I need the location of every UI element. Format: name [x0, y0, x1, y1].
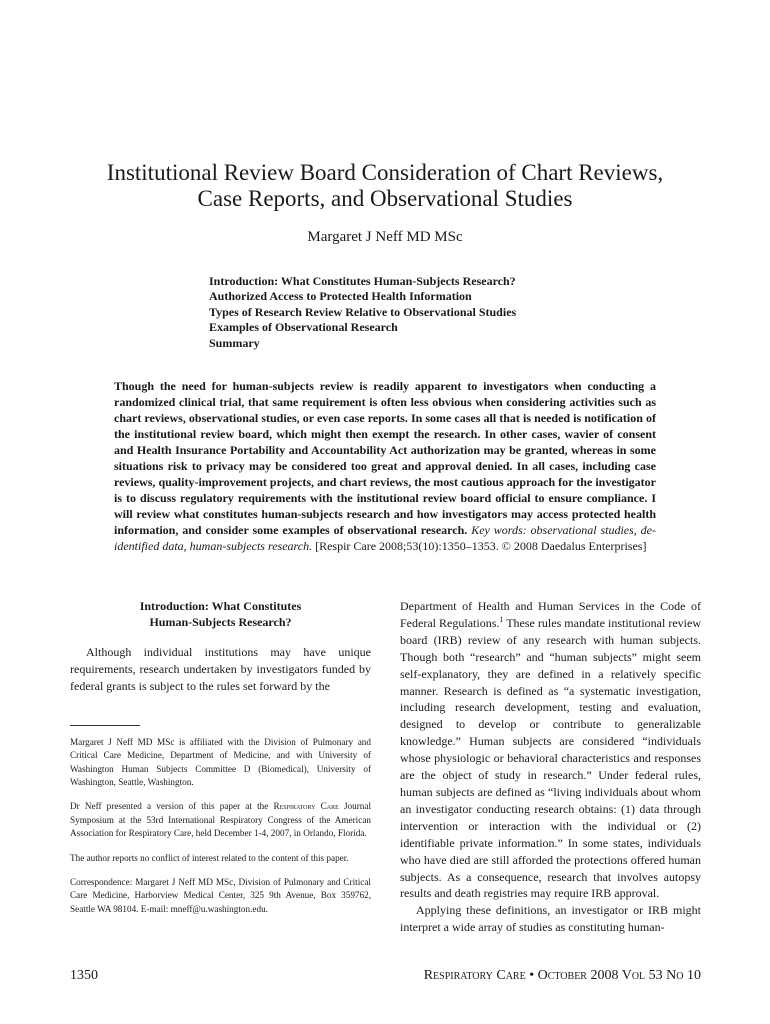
footnote-correspondence: Correspondence: Margaret J Neff MD MSc, Division of Pulmonary and Critical Care Medicine, Harborview Medical Center, 325 9th Avenue, Box 359762, Seattle WA 98104. E-mail: mneff@u.washington.edu. — [70, 876, 371, 914]
body-text-segment: Department of Health and Human Services in the Code of Federal Regulations. — [400, 599, 701, 630]
toc-item: Types of Research Review Relative to Observational Studies — [209, 304, 517, 319]
toc-item: Authorized Access to Protected Health Information — [209, 289, 472, 304]
footnote-conflict: The author reports no conflict of interest related to the content of this paper. — [70, 852, 349, 863]
footnote-presentation-text-cont: Journal Symposium at the 53rd International Respiratory Congress of the American Association for Respiratory Care, held December 1-4, 2007, in Orlando, Florida. — [70, 801, 372, 839]
abstract-keywords: Key words: observational studies, de-identified data, human-subjects research. — [114, 523, 657, 553]
section-heading-line-2: Human-Subjects Research? — [149, 615, 292, 629]
section-heading-line-1: Introduction: What Constitutes — [139, 599, 302, 613]
reference-superscript: 1 — [499, 614, 504, 624]
page-number: 1350 — [70, 968, 98, 983]
toc-item: Examples of Observational Research — [209, 320, 398, 335]
toc-item: Introduction: What Constitutes Human-Subjects Research? — [209, 274, 516, 288]
table-of-contents — [209, 274, 609, 351]
article-title-line-1: Institutional Review Board Consideration of Chart Reviews, — [106, 160, 664, 185]
footnote-divider — [70, 725, 140, 726]
footnote-presentation-text: Dr Neff presented a version of this paper at the — [70, 801, 269, 812]
footnote-affiliation: Margaret J Neff MD MSc is affiliated with the Division of Pulmonary and Critical Care Medicine, Department of Medicine, and with University of Washington Human Subjects Committee D (Biomedical), University of Washington, Seattle, Washington. — [70, 736, 371, 787]
right-column — [400, 598, 701, 936]
body-paragraph: Although individual institutions may have unique requirements, research undertaken by investigators funded by federal grants is subject to the rules set forward by the — [70, 645, 371, 693]
body-paragraph — [400, 598, 701, 902]
author-byline: Margaret J Neff MD MSc — [307, 229, 463, 245]
abstract-body: Though the need for human-subjects review is readily apparent to investigators when conducting a randomized clinical trial, that same requirement is often less obvious when considering activities such as chart reviews, observational studies, or even case reports. In some cases all that is needed is notification of the institutional review board, which might then exempt the research. In other cases, wavier of consent and Health Insurance Portability and Accountability Act authorization may be granted, whereas in some situations risk to privacy may be considered too great and approval denied. In all cases, including case reviews, quality-improvement projects, and chart reviews, the most cautious approach for the investigator is to discuss regulatory requirements with the institutional review board official to ensure compliance. I will review what constitutes human-subjects research and how investigators may access protected health information, and consider some examples of observational research. — [114, 379, 656, 537]
footnote-presentation — [70, 800, 371, 840]
journal-name: Respiratory Care — [273, 801, 339, 812]
toc-item: Summary — [209, 335, 260, 350]
body-text-segment: These rules mandate institutional review board (IRB) review of any research with human subjects. Though both “research” and “human subjects” might seem self-explanatory, they are defined in a relatively specific manner. Research is defined as “a systematic investigation, including research development, testing and evaluation, designed to develop or contribute to generalizable knowledge.” Human subjects are considered “individuals whose physiologic or behavioral characteristics and responses are the object of study in research.” Under federal rules, human subjects are defined as “living individuals about whom an investigator conducting research obtains: (1) data through intervention or interaction with the individual or (2) identifiable private information.” In some states, individuals who have died are still afforded the protections offered human subjects. As a consequence, research that involves autopsy results and death registries may require IRB approval. — [400, 615, 702, 901]
article-title-line-2: Case Reports, and Observational Studies — [197, 186, 573, 211]
journal-footer: Respiratory Care • October 2008 Vol 53 No 10 — [423, 968, 701, 983]
abstract-citation: [Respir Care 2008;53(10):1350–1353. © 2008 Daedalus Enterprises] — [315, 539, 647, 553]
left-column — [70, 598, 371, 927]
abstract — [114, 378, 656, 554]
article-title — [60, 160, 710, 212]
body-paragraph: Applying these definitions, an investigator or IRB might interpret a wide array of studies as constituting human- — [400, 903, 701, 935]
section-heading-introduction — [70, 598, 371, 630]
